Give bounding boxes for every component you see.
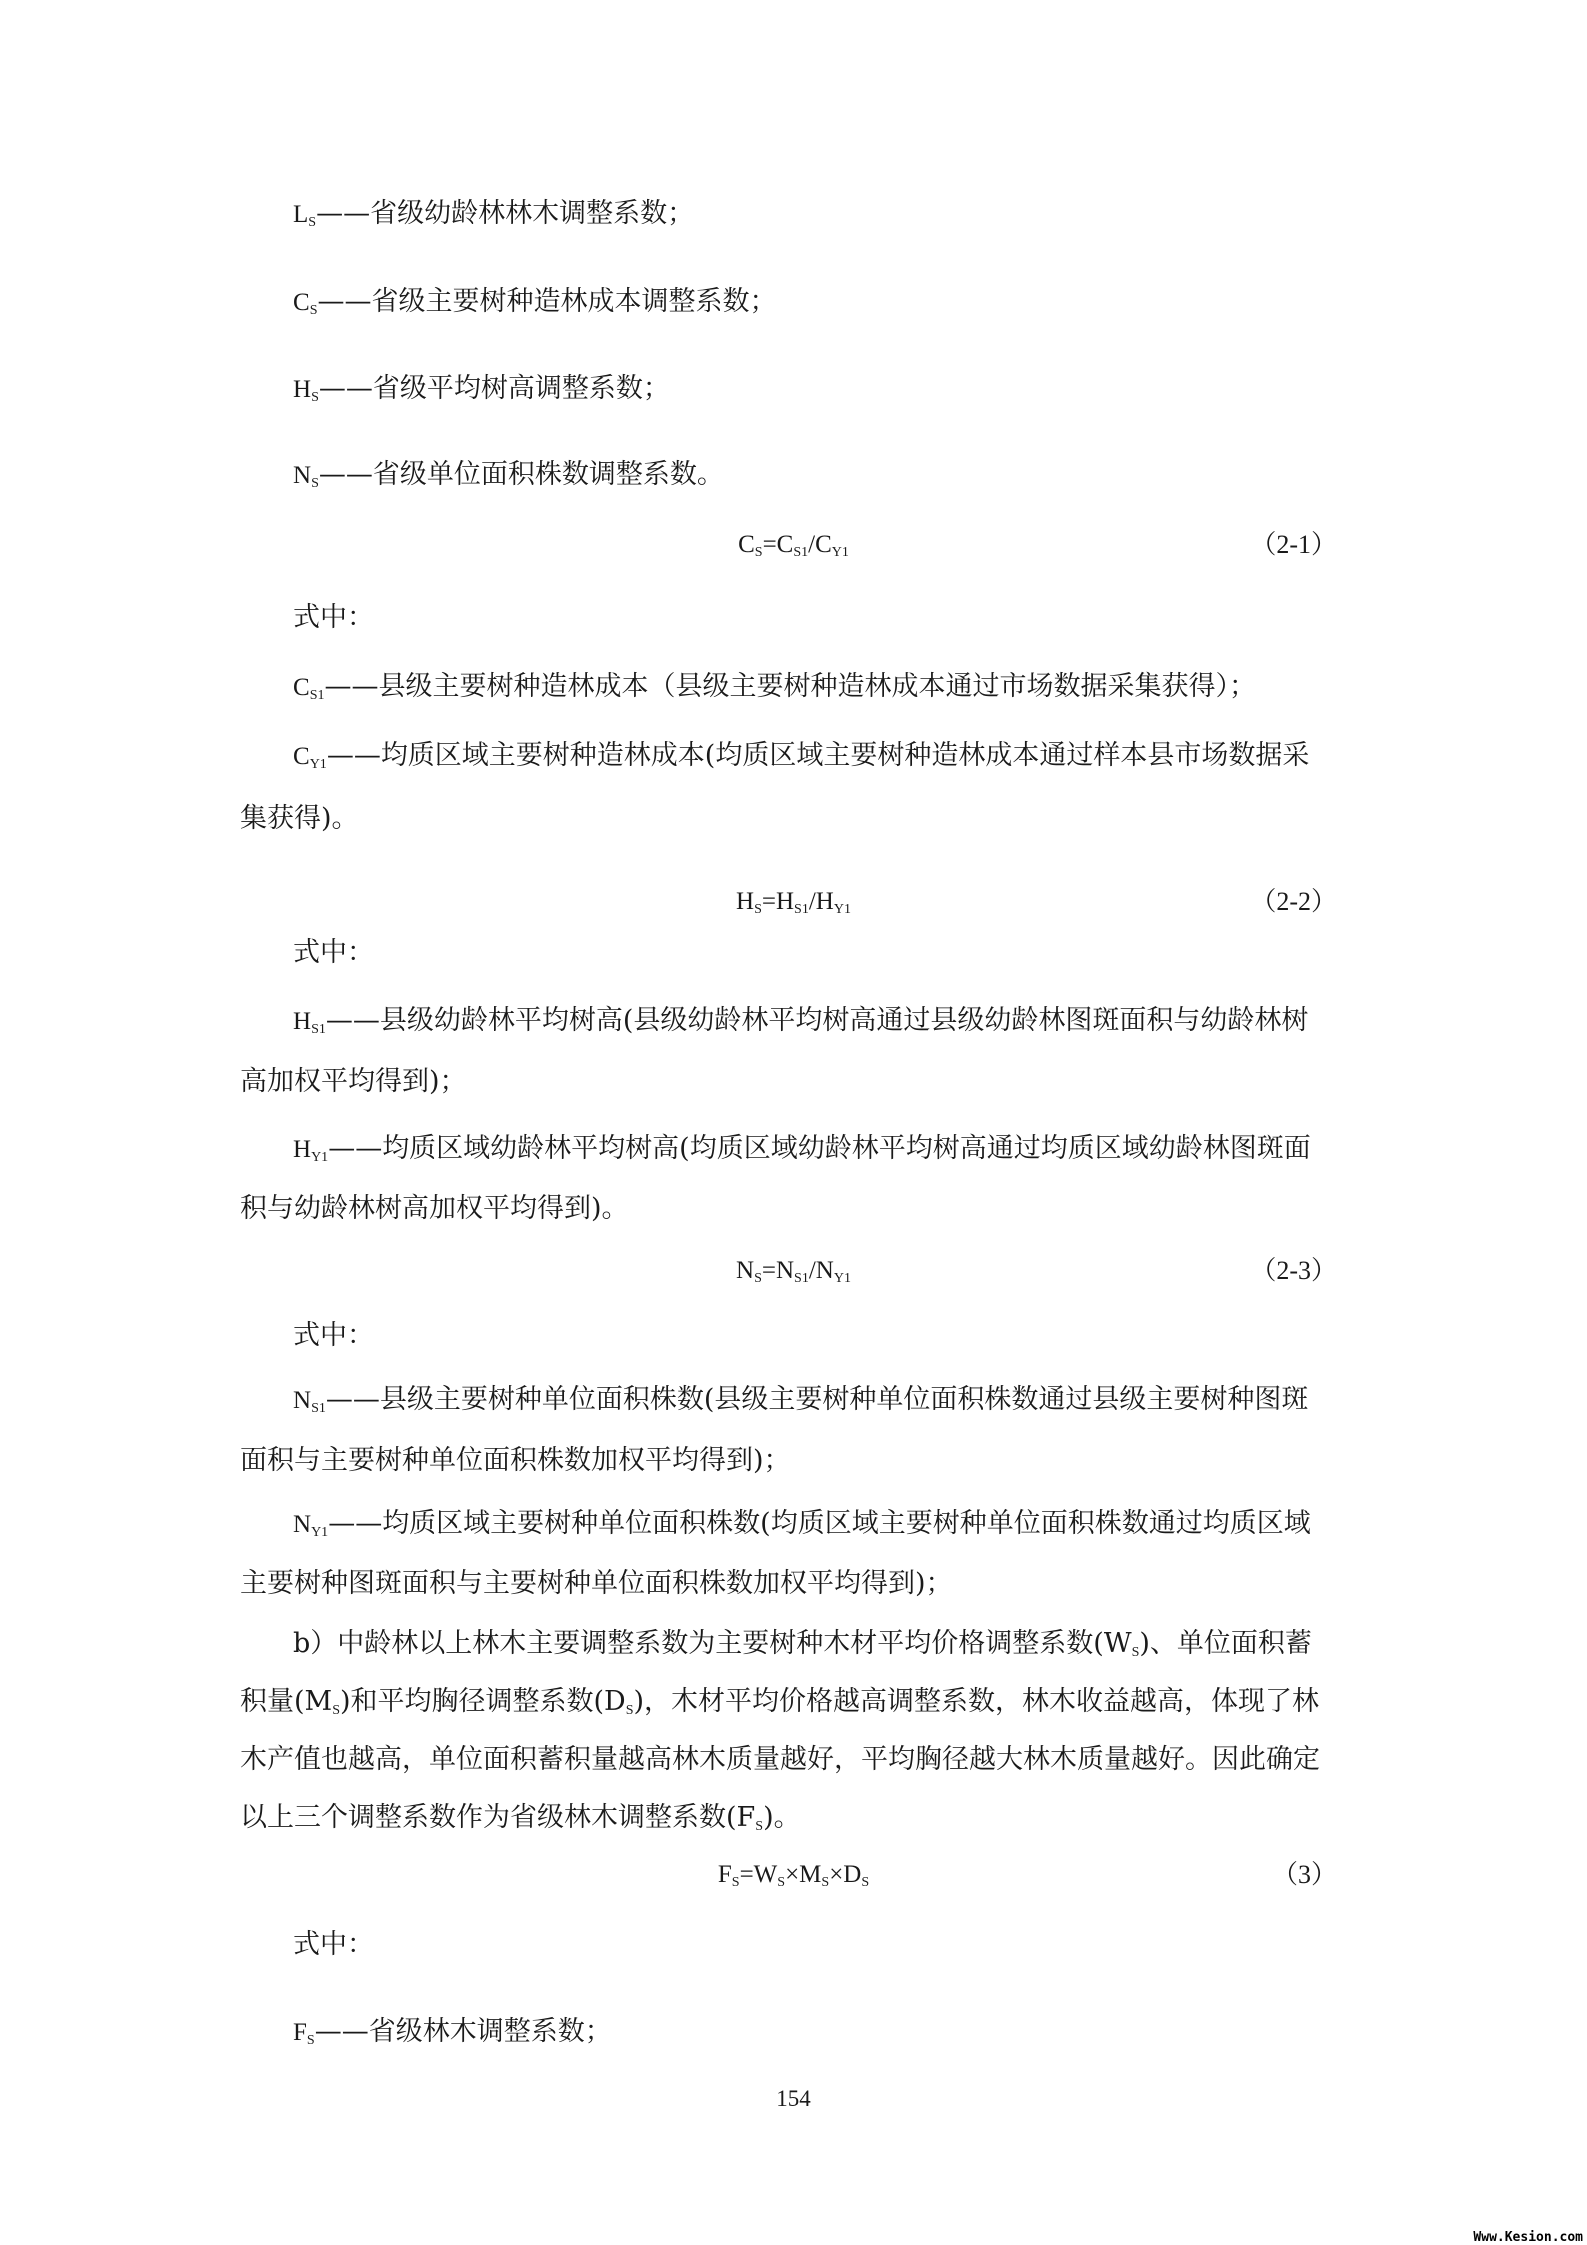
page-number: 154 [776,2086,811,2111]
formula-part: /C [808,531,832,558]
definition-text: ——均质区域主要树种单位面积株数(均质区域主要树种单位面积株数通过均质区域 [328,1508,1311,1539]
subscript: S [625,1703,634,1718]
paragraph-text: )和平均胸径调整系数(D [339,1686,626,1717]
symbol: C [293,674,310,701]
paragraph-text: b）中龄林以上林木主要调整系数为主要树种木材平均价格调整系数(W [293,1628,1132,1659]
formula-part: =C [762,531,794,558]
subscript: S [309,303,318,318]
definition-continuation: 积与幼龄林树高加权平均得到)。 [240,1193,629,1224]
shizhong-label: 式中： [293,937,374,968]
subscript: Y1 [833,902,851,917]
symbol: F [293,2019,307,2046]
subscript: Y1 [831,545,849,560]
subscript: S [308,215,317,230]
subscript: S [332,1703,340,1718]
subscript: S [1131,1645,1140,1660]
definition-fs [293,2014,612,2059]
subscript: Y1 [311,1150,329,1165]
paragraph-text: )。 [763,1802,801,1833]
paragraph-text: 以上三个调整系数作为省级林木调整系数(F [240,1802,756,1833]
symbol: H [293,1008,312,1035]
definition-text: ——省级平均树高调整系数； [318,373,670,404]
definition-hy1 [293,1131,1311,1176]
subscript: S1 [793,545,809,560]
subscript: S [754,902,762,917]
subscript: S1 [311,1401,326,1416]
symbol: H [293,1136,312,1163]
paragraph-b-line-1 [293,1626,1312,1671]
formula-part: ×D [829,1861,862,1888]
formula-part: H [736,888,755,915]
subscript: S [821,1875,830,1890]
shizhong-label: 式中： [293,602,374,633]
formula-part: /H [808,888,834,915]
definition-ls [293,196,694,241]
equation-number: （2-3） [1250,1256,1337,1285]
symbol: N [293,1387,312,1414]
subscript: Y1 [311,1525,329,1540]
symbol: C [293,289,310,316]
formula-2-2 [0,884,1587,928]
formula-part: ×M [785,1861,822,1888]
definition-ns1 [293,1382,1308,1427]
paragraph-b-line-3: 木产值也越高，单位面积蓄积量越高林木质量越好，平均胸径越大林木质量越好。因此确定 [240,1744,1320,1775]
symbol: N [293,462,312,489]
formula-part: N [736,1257,755,1284]
equation-number: （2-2） [1250,887,1337,916]
definition-text: ——省级单位面积株数调整系数。 [318,459,724,490]
definition-hs1 [293,1003,1308,1048]
subscript: S [754,1271,762,1286]
paragraph-text: )、单位面积蓄 [1139,1628,1312,1659]
formula-part: /N [808,1257,834,1284]
equation-number: （2-1） [1250,530,1337,559]
formula-part: =H [761,888,795,915]
symbol: C [293,743,310,770]
subscript: S [861,1875,870,1890]
definition-text: ——省级幼龄林林木调整系数； [316,198,695,229]
symbol: L [293,201,309,228]
definition-continuation: 集获得)。 [240,803,359,834]
symbol: N [293,1511,312,1538]
definition-text: ——县级主要树种单位面积株数(县级主要树种单位面积株数通过县级主要树种图斑 [325,1384,1309,1415]
subscript: S1 [311,1022,326,1037]
definition-cs [293,284,776,329]
formula-part: =N [761,1257,795,1284]
watermark: Www.Kesion.com [1473,2230,1583,2245]
subscript: S [754,545,763,560]
definition-cy1 [293,738,1309,783]
subscript: S [311,390,319,405]
definition-continuation: 面积与主要树种单位面积株数加权平均得到)； [240,1445,791,1476]
subscript: S1 [794,902,809,917]
definition-cs1 [293,669,1256,714]
formula-2-1 [0,527,1587,571]
definition-ny1 [293,1506,1311,1551]
formula-2-3 [0,1253,1587,1297]
equation-number: （3） [1271,1860,1337,1889]
definition-continuation: 主要树种图斑面积与主要树种单位面积株数加权平均得到)； [240,1568,953,1599]
subscript: S [777,1875,786,1890]
subscript: S1 [794,1271,809,1286]
subscript: S [306,2033,315,2048]
paragraph-b-line-2 [240,1684,1319,1729]
subscript: Y1 [309,757,327,772]
subscript: Y1 [833,1271,851,1286]
definition-text: ——均质区域主要树种造林成本(均质区域主要树种造林成本通过样本县市场数据采 [326,740,1310,771]
definition-continuation: 高加权平均得到)； [240,1066,467,1097]
shizhong-label: 式中： [293,1929,374,1960]
formula-part: F [717,1861,732,1888]
shizhong-label: 式中： [293,1320,374,1351]
definition-text: ——省级林木调整系数； [314,2016,612,2047]
definition-ns [293,457,724,502]
symbol: H [293,376,312,403]
definition-text: ——县级幼龄林平均树高(县级幼龄林平均树高通过县级幼龄林图斑面积与幼龄林树 [325,1005,1309,1036]
paragraph-text: )，木材平均价格越高调整系数，林木收益越高，体现了林 [633,1686,1320,1717]
definition-text: ——县级主要树种造林成本（县级主要树种造林成本通过市场数据采集获得）； [324,671,1256,702]
subscript: S [731,1875,740,1890]
paragraph-text: 积量(M [240,1686,333,1717]
formula-part: =W [739,1861,778,1888]
subscript: S [311,476,319,491]
definition-text: ——省级主要树种造林成本调整系数； [317,286,777,317]
paragraph-b-line-4 [240,1800,801,1845]
definition-hs [293,371,670,416]
formula-part: C [738,531,755,558]
definition-text: ——均质区域幼龄林平均树高(均质区域幼龄林平均树高通过均质区域幼龄林图斑面 [328,1133,1311,1164]
subscript: S1 [309,688,325,703]
formula-3 [0,1857,1587,1901]
subscript: S [755,1819,764,1834]
